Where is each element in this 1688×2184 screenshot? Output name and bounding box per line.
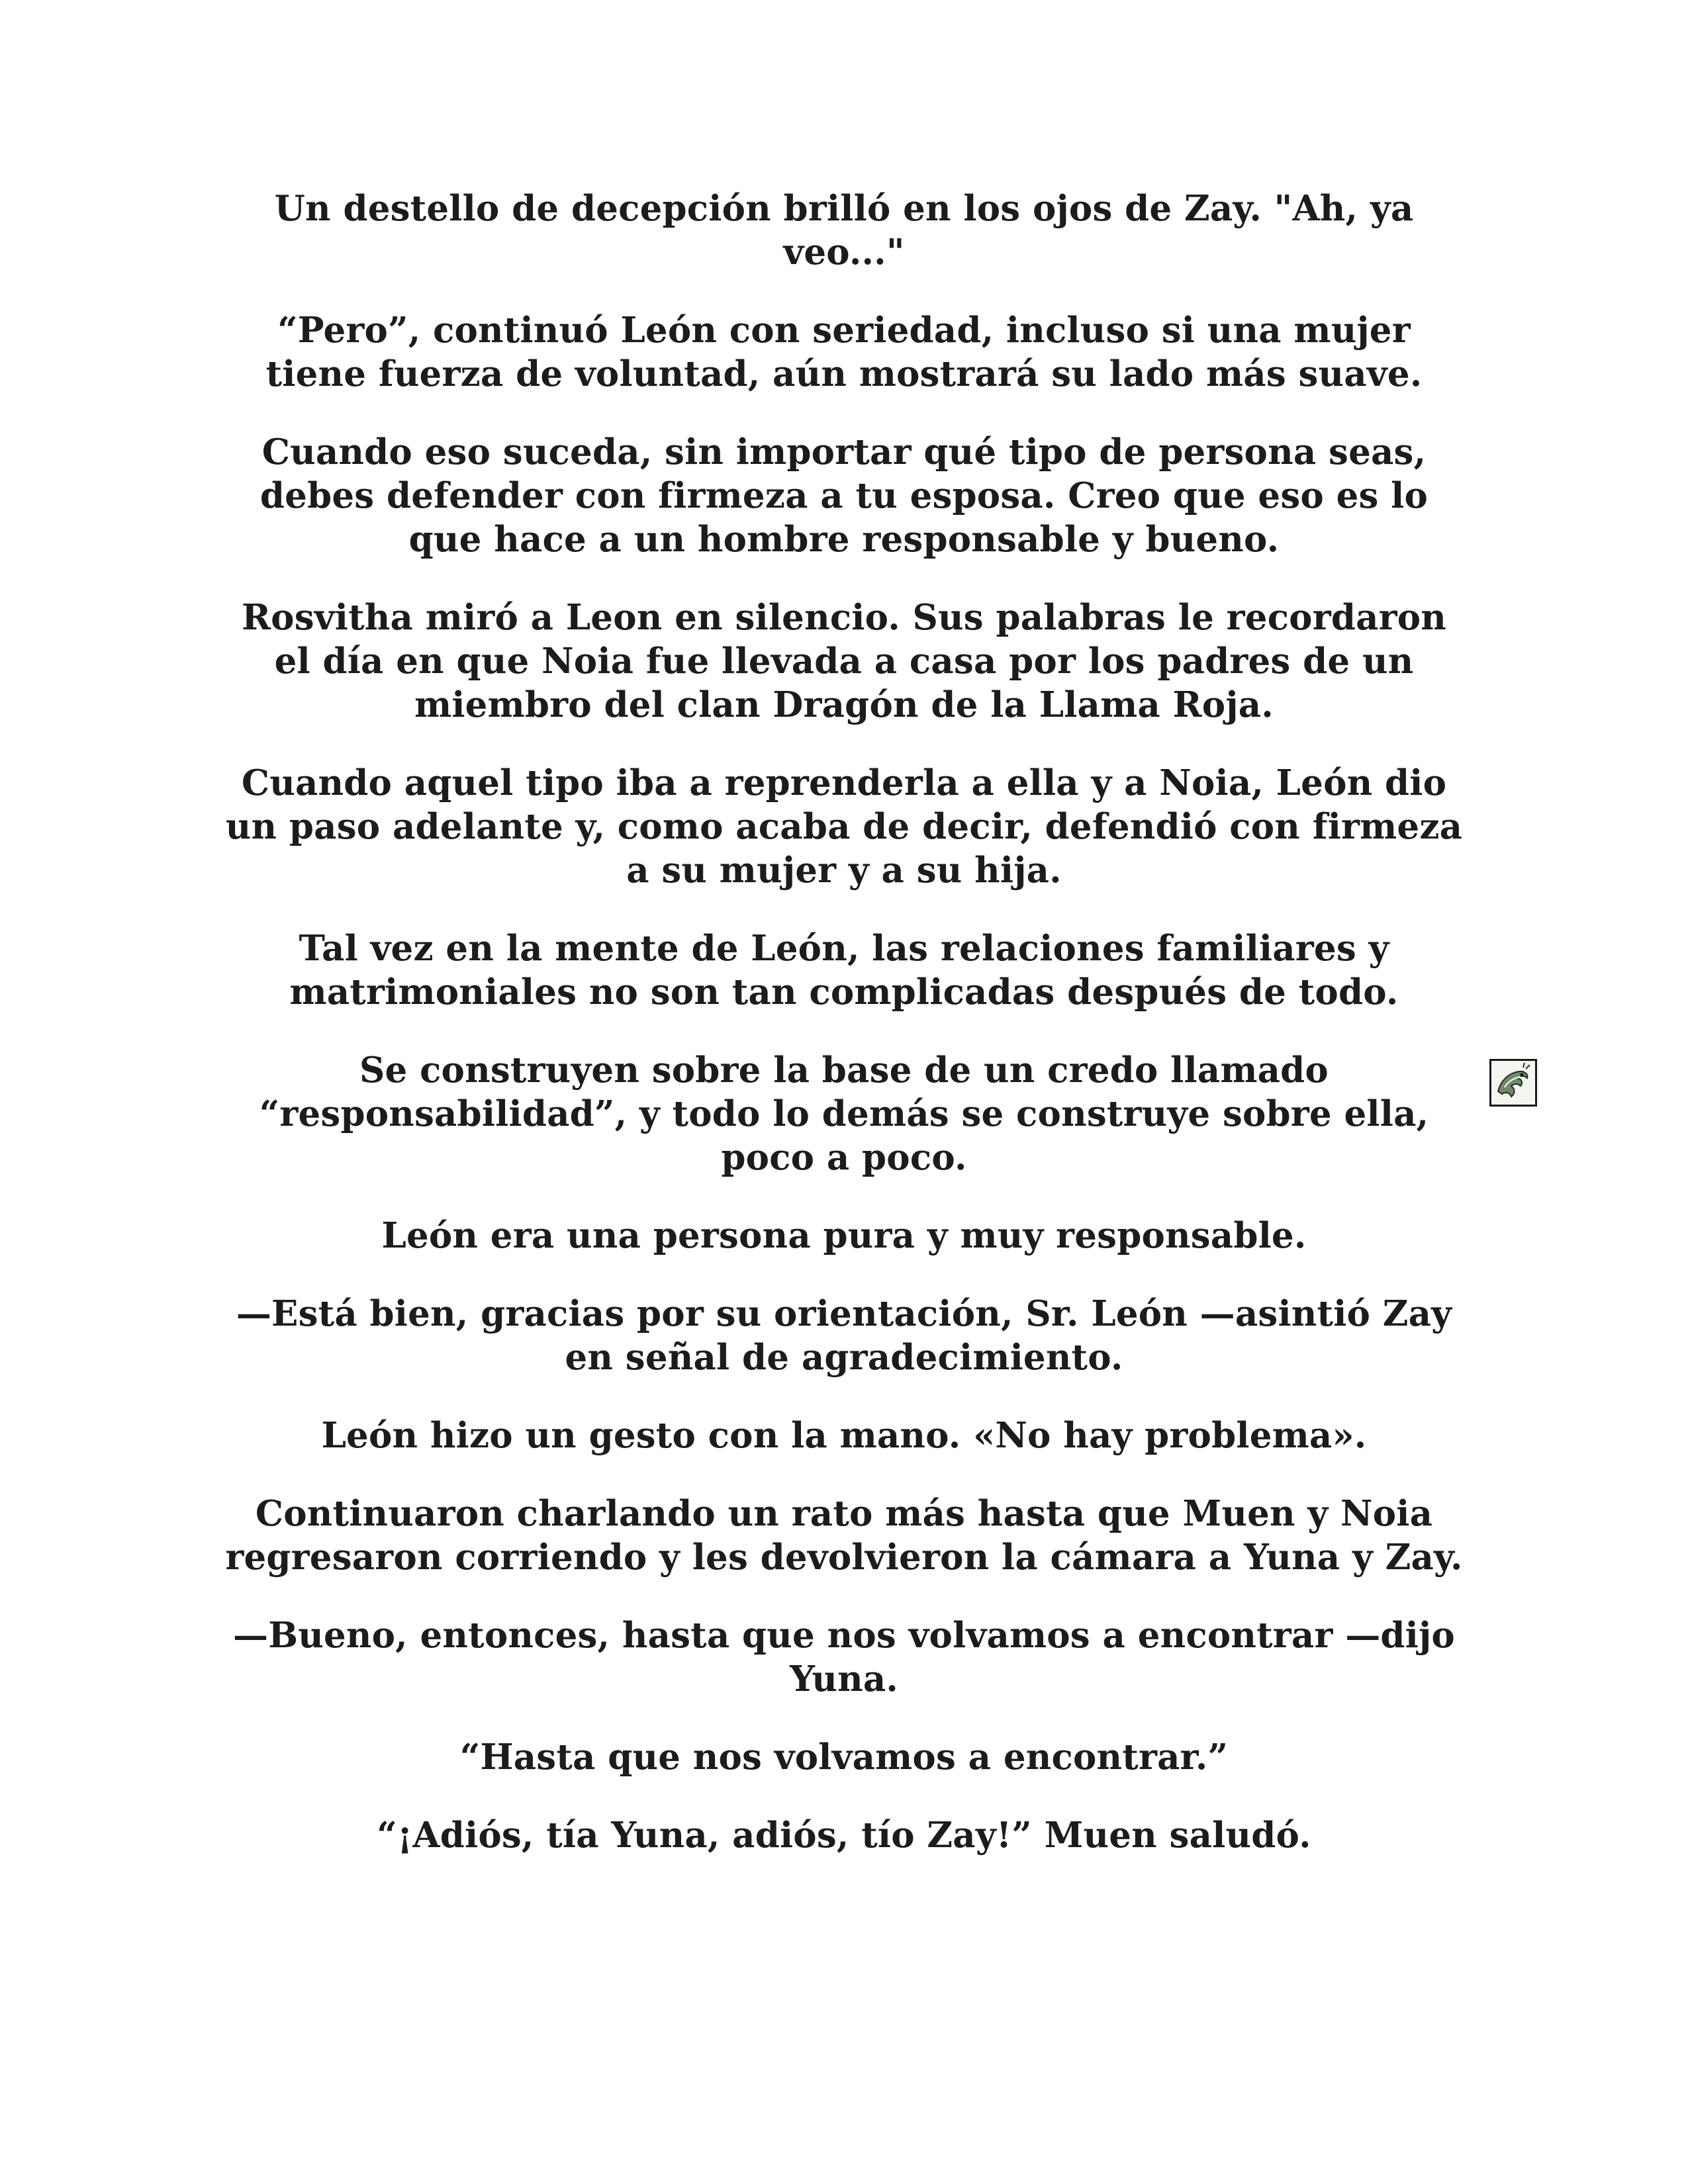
- paragraph-5: Cuando aquel tipo iba a reprenderla a ella y a Noia, León dio un paso adelante y, como acaba de decir, defendió con firmeza a su mujer y a su hija.: [225, 762, 1463, 891]
- paragraph-14: “¡Adiós, tía Yuna, adiós, tío Zay!” Muen saludó.: [377, 1815, 1311, 1856]
- paragraph-12: —Bueno, entonces, hasta que nos volvamos a encontrar —dijo Yuna.: [233, 1615, 1455, 1700]
- paragraph-6: Tal vez en la mente de León, las relaciones familiares y matrimoniales no son tan complicadas después de todo.: [289, 928, 1399, 1013]
- paragraph-13: “Hasta que nos volvamos a encontrar.”: [459, 1737, 1229, 1778]
- paragraph-4: Rosvitha miró a Leon en silencio. Sus palabras le recordaron el día en que Noia fue llevada a casa por los padres de un miembro del clan Dragón de la Llama Roja.: [241, 597, 1447, 725]
- paragraph-7: Se construyen sobre la base de un credo llamado “responsabilidad”, y todo lo demás se construye sobre ella, poco a poco.: [259, 1050, 1429, 1178]
- paragraph-11: Continuaron charlando un rato más hasta que Muen y Noia regresaron corriendo y les devolvieron la cámara a Yuna y Zay.: [225, 1493, 1463, 1578]
- paragraph-9: —Está bien, gracias por su orientación, Sr. León —asintió Zay en señal de agradecimiento.: [236, 1293, 1452, 1378]
- paragraph-10: León hizo un gesto con la mano. «No hay problema».: [321, 1415, 1367, 1456]
- paragraph-3: Cuando eso suceda, sin importar qué tipo de persona seas, debes defender con firmeza a tu esposa. Creo que eso es lo que hace a un hombre responsable y bueno.: [259, 432, 1429, 560]
- dragon-emblem-icon: [1489, 1059, 1537, 1107]
- paragraph-2: “Pero”, continuó León con seriedad, incluso si una mujer tiene fuerza de voluntad, aún mostrará su lado más suave.: [265, 310, 1423, 394]
- paragraph-8: León era una persona pura y muy responsable.: [381, 1215, 1307, 1256]
- paragraph-1: Un destello de decepción brilló en los ojos de Zay. "Ah, ya veo...": [274, 188, 1414, 273]
- text-body: [225, 187, 1463, 1891]
